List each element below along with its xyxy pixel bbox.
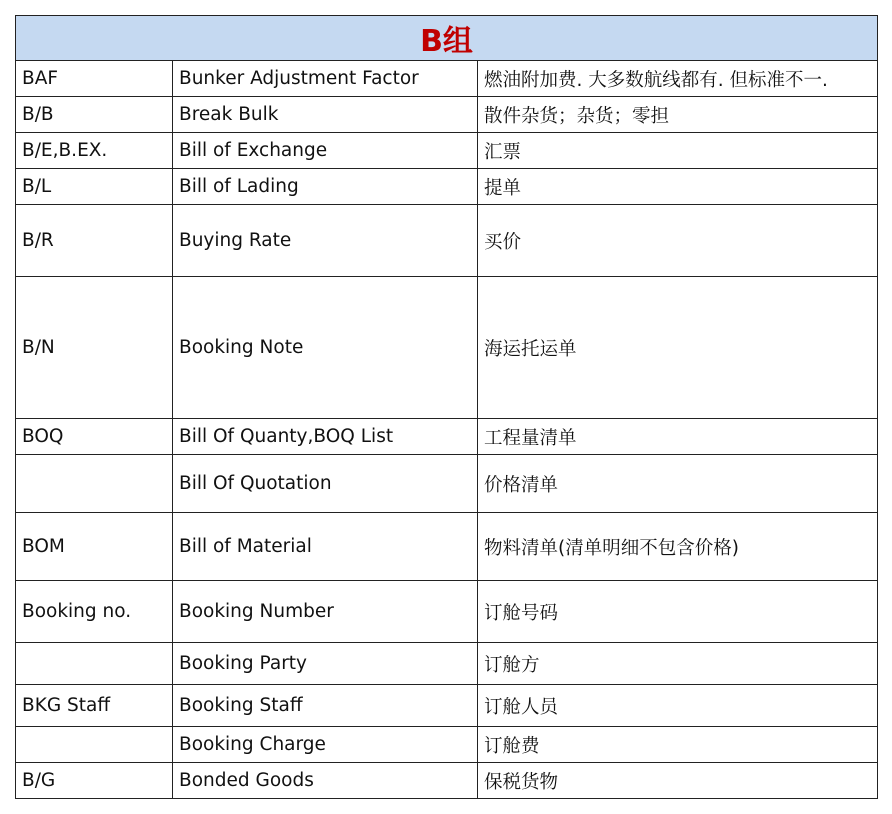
chinese-meaning-cell: 订舱方: [478, 643, 878, 685]
table-row: [16, 97, 878, 133]
abbreviation-cell: [16, 727, 173, 763]
chinese-meaning-cell: 工程量清单: [478, 419, 878, 455]
abbreviation-cell: Booking no.: [16, 581, 173, 643]
chinese-meaning-cell: 汇票: [478, 133, 878, 169]
chinese-meaning-cell: 提单: [478, 169, 878, 205]
english-term-cell: Bill Of Quanty,BOQ List: [173, 419, 478, 455]
table-row: [16, 419, 878, 455]
table-row: [16, 205, 878, 277]
chinese-meaning-cell: 海运托运单: [478, 277, 878, 419]
abbreviation-cell: BOM: [16, 513, 173, 581]
table-body: [16, 61, 878, 799]
english-term-cell: Booking Party: [173, 643, 478, 685]
abbreviation-cell: B/R: [16, 205, 173, 277]
chinese-meaning-cell: 买价: [478, 205, 878, 277]
abbreviation-cell: B/L: [16, 169, 173, 205]
abbreviation-cell: B/E,B.EX.: [16, 133, 173, 169]
table-row: [16, 277, 878, 419]
english-term-cell: Booking Note: [173, 277, 478, 419]
chinese-meaning-cell: 散件杂货；杂货；零担: [478, 97, 878, 133]
abbreviation-cell: BAF: [16, 61, 173, 97]
chinese-meaning-cell: 订舱费: [478, 727, 878, 763]
chinese-meaning-cell: 燃油附加费. 大多数航线都有. 但标准不一.: [478, 61, 878, 97]
english-term-cell: Bonded Goods: [173, 763, 478, 799]
table-row: [16, 61, 878, 97]
table-row: [16, 513, 878, 581]
table-row: [16, 685, 878, 727]
english-term-cell: Booking Charge: [173, 727, 478, 763]
table-row: [16, 581, 878, 643]
chinese-meaning-cell: 保税货物: [478, 763, 878, 799]
abbreviation-cell: BKG Staff: [16, 685, 173, 727]
english-term-cell: Booking Number: [173, 581, 478, 643]
english-term-cell: Bill Of Quotation: [173, 455, 478, 513]
chinese-meaning-cell: 订舱号码: [478, 581, 878, 643]
title-row: [16, 16, 878, 61]
english-term-cell: Buying Rate: [173, 205, 478, 277]
abbreviation-cell: B/B: [16, 97, 173, 133]
table-row: [16, 643, 878, 685]
english-term-cell: Booking Staff: [173, 685, 478, 727]
chinese-meaning-cell: 订舱人员: [478, 685, 878, 727]
english-term-cell: Bunker Adjustment Factor: [173, 61, 478, 97]
abbreviation-cell: [16, 455, 173, 513]
table-row: [16, 727, 878, 763]
chinese-meaning-cell: 物料清单(清单明细不包含价格): [478, 513, 878, 581]
abbreviation-cell: B/N: [16, 277, 173, 419]
table-row: [16, 133, 878, 169]
table-row: [16, 763, 878, 799]
table-row: [16, 169, 878, 205]
abbreviation-cell: BOQ: [16, 419, 173, 455]
english-term-cell: Bill of Lading: [173, 169, 478, 205]
glossary-table: [15, 15, 878, 799]
abbreviation-cell: [16, 643, 173, 685]
abbreviation-cell: B/G: [16, 763, 173, 799]
chinese-meaning-cell: 价格清单: [478, 455, 878, 513]
english-term-cell: Bill of Material: [173, 513, 478, 581]
english-term-cell: Bill of Exchange: [173, 133, 478, 169]
english-term-cell: Break Bulk: [173, 97, 478, 133]
table-title: B组: [16, 16, 878, 61]
table-row: [16, 455, 878, 513]
